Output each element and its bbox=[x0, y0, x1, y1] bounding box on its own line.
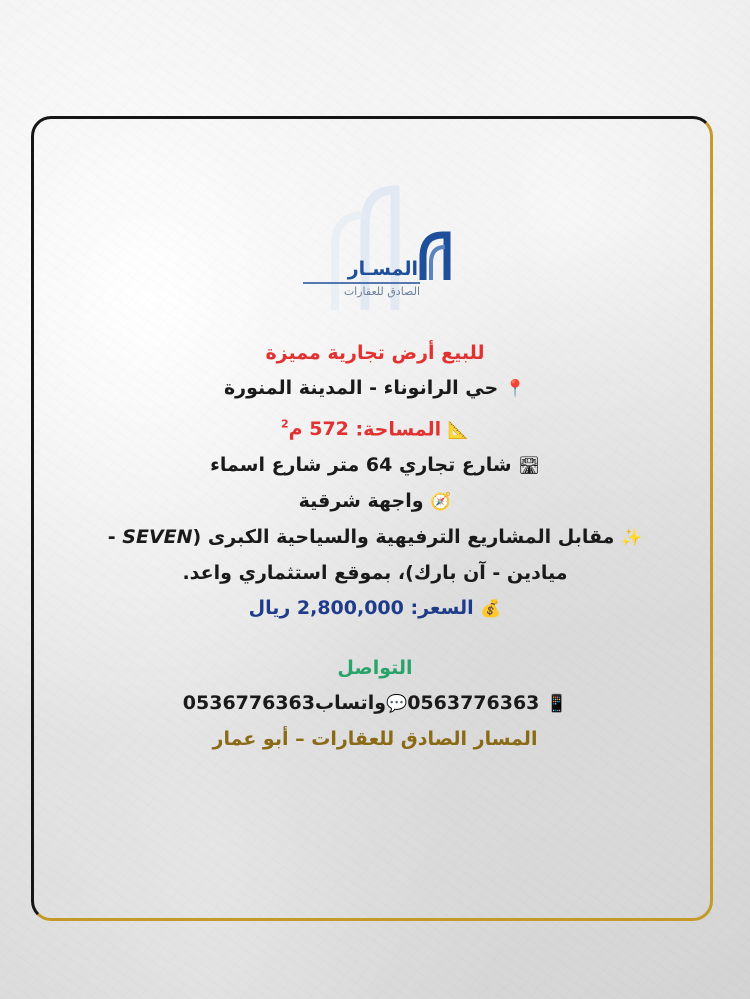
contact-line bbox=[20, 686, 730, 722]
logo-brand-subtitle: الصادق للعقارات bbox=[343, 285, 420, 298]
location-line bbox=[20, 371, 730, 407]
signature: المسار الصادق للعقارات – أبو عمار bbox=[212, 728, 538, 751]
headline: للبيع أرض تجارية مميزة bbox=[265, 342, 485, 364]
pin-icon: 📍 bbox=[504, 379, 527, 399]
street-line bbox=[20, 448, 730, 484]
opposite-line-2: ميادين - آن بارك)، بموقع استثماري واعد. bbox=[182, 562, 568, 585]
money-bag-icon: 💰 bbox=[480, 599, 502, 620]
logo-brand-name: المسـار bbox=[347, 258, 418, 280]
contact-heading: التواصل bbox=[337, 657, 413, 680]
whatsapp-label: واتساب bbox=[315, 692, 387, 715]
location-text: حي الرانوناء - المدينة المنورة bbox=[223, 377, 499, 399]
opposite-dash: - bbox=[107, 526, 123, 549]
area-superscript: 2 bbox=[281, 418, 289, 431]
listing-content bbox=[20, 336, 730, 757]
area-line bbox=[20, 407, 730, 448]
seven-text: SEVEN bbox=[122, 526, 193, 549]
area-value: 572 م$^2$ bbox=[281, 418, 349, 441]
whatsapp-number[interactable]: 0536776363 bbox=[182, 692, 315, 715]
triangle-ruler-icon: 📐 bbox=[447, 420, 469, 441]
price-label: السعر: bbox=[410, 597, 474, 620]
phone-number[interactable]: 0563776363 bbox=[407, 692, 540, 715]
road-icon: 🛣 bbox=[518, 456, 540, 477]
facade-text: واجهة شرقية bbox=[298, 490, 424, 513]
chat-bubble-icon: 💬 bbox=[386, 694, 408, 715]
facade-line bbox=[20, 484, 730, 520]
price-line bbox=[20, 591, 730, 627]
phone-icon: 📱 bbox=[546, 694, 568, 715]
sparkle-icon: ✨ bbox=[621, 528, 643, 549]
opposite-line-1 bbox=[20, 520, 730, 556]
area-label: المساحة: bbox=[355, 418, 442, 441]
compass-icon: 🧭 bbox=[430, 492, 452, 513]
opposite-text-1: مقابل المشاريع الترفيهية والسياحية الكبرى ( bbox=[192, 526, 615, 549]
street-text: شارع تجاري 64 متر شارع اسماء bbox=[210, 454, 512, 477]
price-value: 2,800,000 ريال bbox=[248, 597, 404, 620]
